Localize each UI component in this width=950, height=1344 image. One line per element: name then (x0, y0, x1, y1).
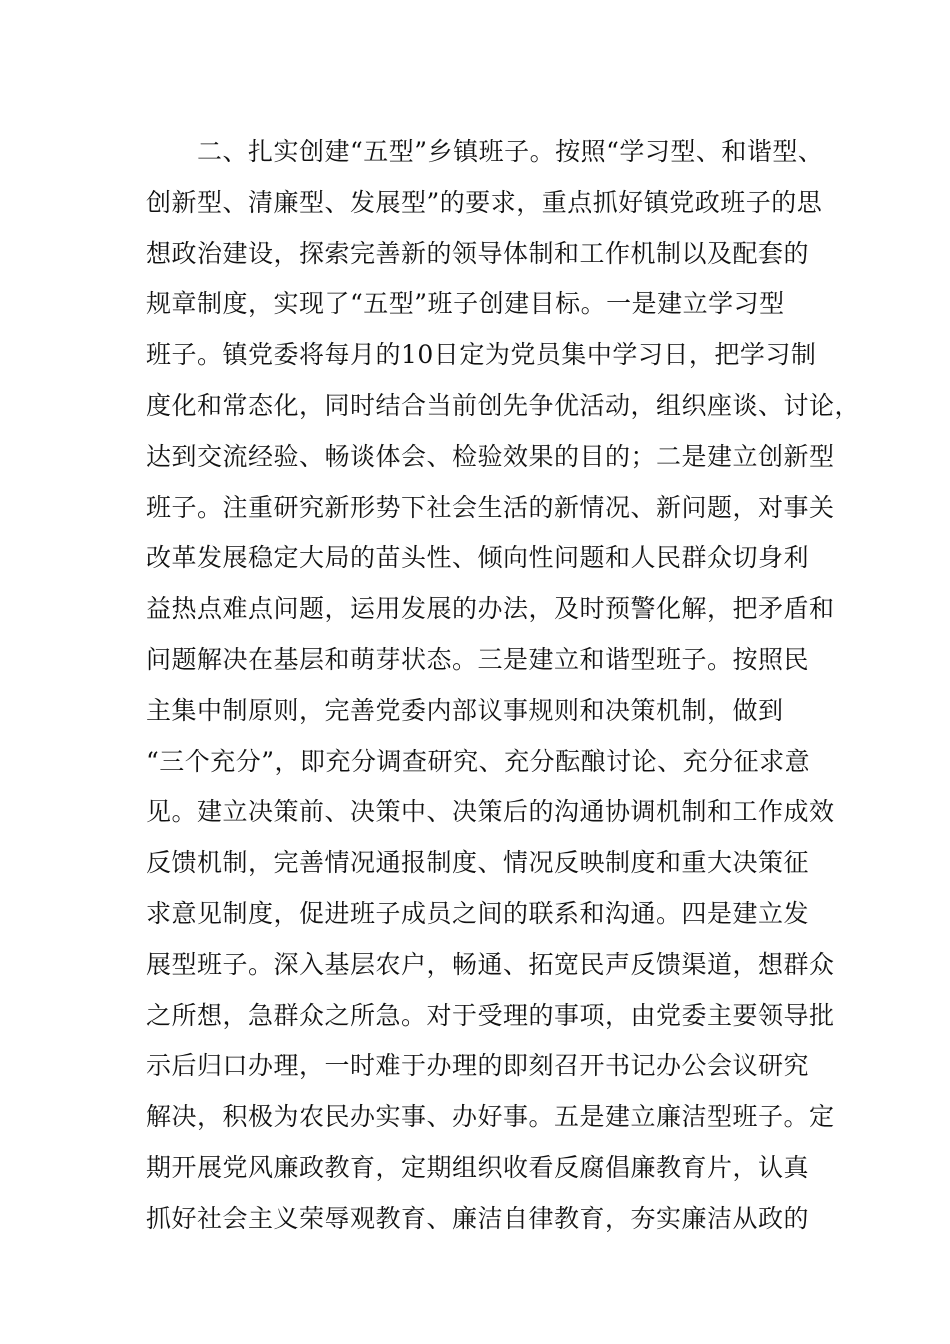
text-line: 展型班子。深入基层农户，畅通、拓宽民声反馈渠道，想群众 (146, 949, 835, 979)
text-line: 解决，积极为农民办实事、办好事。五是建立廉洁型班子。定 (146, 1102, 835, 1132)
text-line: 达到交流经验、畅谈体会、检验效果的目的；二是建立创新型 (146, 441, 835, 471)
text-line: 规章制度，实现了“五型”班子创建目标。一是建立学习型 (146, 289, 785, 319)
text-line: 见。建立决策前、决策中、决策后的沟通协调机制和工作成效 (146, 797, 835, 827)
text-line: 期开展党风廉政教育，定期组织收看反腐倡廉教育片，认真 (146, 1152, 810, 1182)
text-line: 反馈机制，完善情况通报制度、情况反映制度和重大决策征 (146, 848, 810, 878)
text-line: 主集中制原则，完善党委内部议事规则和决策机制，做到 (146, 695, 784, 725)
text-line: 求意见制度，促进班子成员之间的联系和沟通。四是建立发 (146, 898, 810, 928)
text-line: 班子。镇党委将每月的10日定为党员集中学习日，把学习制 (146, 340, 817, 370)
text-line: 班子。注重研究新形势下社会生活的新情况、新问题，对事关 (146, 492, 835, 522)
body-paragraph (146, 127, 861, 1245)
text-line: 二、扎实创建“五型”乡镇班子。按照“学习型、和谐型、 (146, 137, 824, 166)
text-line: 想政治建设，探索完善新的领导体制和工作机制以及配套的 (146, 238, 810, 268)
text-line: 之所想，急群众之所急。对于受理的事项，由党委主要领导批 (146, 1000, 835, 1030)
text-line: 改革发展稳定大局的苗头性、倾向性问题和人民群众切身利 (146, 543, 810, 573)
text-line: “三个充分”，即充分调查研究、充分酝酿讨论、充分征求意 (146, 746, 811, 776)
text-line: 示后归口办理，一时难于办理的即刻召开书记办公会议研究 (146, 1051, 810, 1081)
text-line: 抓好社会主义荣辱观教育、廉洁自律教育，夯实廉洁从政的 (146, 1203, 810, 1233)
text-line: 创新型、清廉型、发展型”的要求，重点抓好镇党政班子的思 (146, 187, 823, 217)
text-line: 度化和常态化，同时结合当前创先争优活动，组织座谈、讨论， (146, 390, 861, 420)
text-line: 问题解决在基层和萌芽状态。三是建立和谐型班子。按照民 (146, 644, 810, 674)
text-line: 益热点难点问题，运用发展的办法，及时预警化解，把矛盾和 (146, 594, 835, 624)
